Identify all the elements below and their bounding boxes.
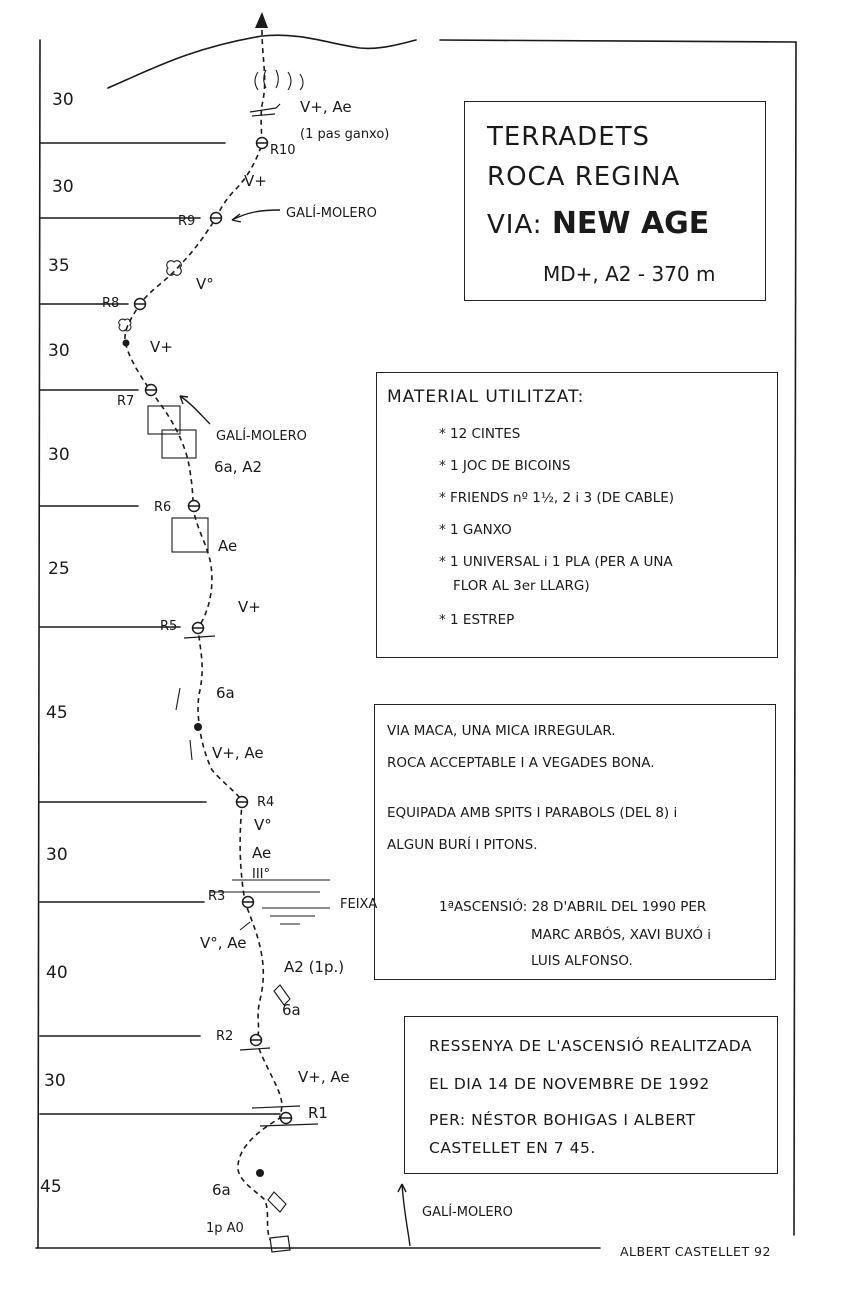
via-line [487, 206, 709, 241]
pitch-length: 45 [46, 703, 68, 723]
pitch-length: 25 [48, 559, 70, 579]
route-grade: MD+, A2 - 370 m [543, 262, 716, 286]
grade-label: A2 (1p.) [284, 958, 345, 976]
pitch-length: 30 [48, 445, 70, 465]
belay-label: R8 [102, 296, 120, 311]
belay-label: R6 [154, 500, 172, 515]
resenya-line: RESSENYA DE L'ASCENSIÓ REALITZADA [429, 1037, 752, 1055]
description-line: ROCA ACCEPTABLE I A VEGADES BONA. [387, 755, 655, 771]
grade-label: V+, Ae [300, 98, 352, 116]
belay-label: R5 [160, 619, 178, 634]
arrow-gali-r7-icon [180, 396, 210, 424]
pitch-length: 30 [44, 1071, 66, 1091]
piton-icon [194, 723, 202, 731]
sector-name: ROCA REGINA [487, 162, 681, 192]
left-border [38, 40, 40, 1248]
grade-label: 6a [216, 684, 235, 702]
pitch-length: 45 [40, 1177, 62, 1197]
right-border [794, 42, 796, 1235]
description-line: LUIS ALFONSO. [531, 953, 633, 969]
list-item: FLOR AL 3er LLARG) [453, 578, 590, 594]
route-name: NEW AGE [551, 206, 710, 241]
annotation-gali-start: GALÍ-MOLERO [422, 1205, 513, 1220]
grade-label: III° [252, 867, 271, 882]
resenya-box [404, 1016, 778, 1174]
material-box [376, 372, 778, 658]
description-line: ALGUN BURÍ I PITONS. [387, 837, 538, 853]
pitch-length: 30 [48, 341, 70, 361]
list-item: * 1 ESTREP [439, 612, 515, 628]
material-title: MATERIAL UTILITZAT: [387, 387, 585, 407]
grade-label: V+, Ae [212, 744, 264, 762]
resenya-line: PER: NÉSTOR BOHIGAS I ALBERT [429, 1111, 696, 1129]
belay-label: R9 [178, 214, 196, 229]
grade-label: (1 pas ganxo) [300, 127, 390, 142]
grade-label: V° [196, 275, 214, 293]
pitch-length: 30 [46, 845, 68, 865]
grade-label: V+, Ae [298, 1068, 350, 1086]
author-signature: ALBERT CASTELLET 92 [620, 1244, 771, 1259]
grade-label: Ae [252, 844, 272, 862]
annotation-gali-r9: GALÍ-MOLERO [286, 206, 377, 221]
description-line: EQUIPADA AMB SPITS I PARABOLS (DEL 8) i [387, 805, 678, 821]
via-label: VIA: [487, 210, 543, 240]
grade-label: 6a [212, 1181, 231, 1199]
grade-label: 6a [282, 1001, 301, 1019]
list-item: * 1 JOC DE BICOINS [439, 458, 571, 474]
belay-label: R7 [117, 394, 135, 409]
annotation-gali-r7: GALÍ-MOLERO [216, 429, 307, 444]
grade-label: 1p A0 [206, 1221, 244, 1236]
list-item: * 1 UNIVERSAL i 1 PLA (PER A UNA [439, 554, 673, 570]
material-list [439, 427, 674, 645]
grade-label: V+ [150, 338, 173, 356]
belay-label: R1 [308, 1104, 328, 1122]
belay-label: R10 [270, 143, 296, 158]
piton-icon [123, 340, 130, 347]
pitch-length: 40 [46, 963, 68, 983]
piton-icon [256, 1169, 264, 1177]
description-line: MARC ARBÓS, XAVI BUXÓ i [531, 927, 712, 943]
description-line: VIA MACA, UNA MICA IRREGULAR. [387, 723, 616, 739]
grade-label: 6a, A2 [214, 458, 263, 476]
annotation-feixa: FEIXA [340, 897, 378, 912]
description-box [374, 704, 776, 980]
description-line: 1ªASCENSIÓ: 28 D'ABRIL DEL 1990 PER [439, 899, 707, 915]
list-item: * FRIENDS nº 1½, 2 i 3 (DE CABLE) [439, 490, 675, 506]
resenya-line: EL DIA 14 DE NOVEMBRE DE 1992 [429, 1075, 710, 1093]
list-item: * 1 GANXO [439, 522, 512, 538]
grade-label: Ae [218, 537, 238, 555]
belay-label: R3 [208, 889, 226, 904]
pitch-length: 35 [48, 256, 70, 276]
list-item: * 12 CINTES [439, 426, 521, 442]
grade-label: V° [254, 816, 272, 834]
summit-icon [255, 12, 268, 28]
grade-label: V+ [238, 598, 261, 616]
pitch-length: 30 [52, 177, 74, 197]
belay-label: R4 [257, 795, 275, 810]
crag-name: TERRADETS [487, 122, 651, 152]
grade-label: V+ [244, 172, 267, 190]
arrow-gali-start-icon [402, 1184, 410, 1246]
belay-label: R2 [216, 1029, 234, 1044]
resenya-line: CASTELLET EN 7 45. [429, 1139, 596, 1157]
title-box [464, 101, 766, 301]
pitch-length: 30 [52, 90, 74, 110]
grade-label: V°, Ae [200, 934, 247, 952]
